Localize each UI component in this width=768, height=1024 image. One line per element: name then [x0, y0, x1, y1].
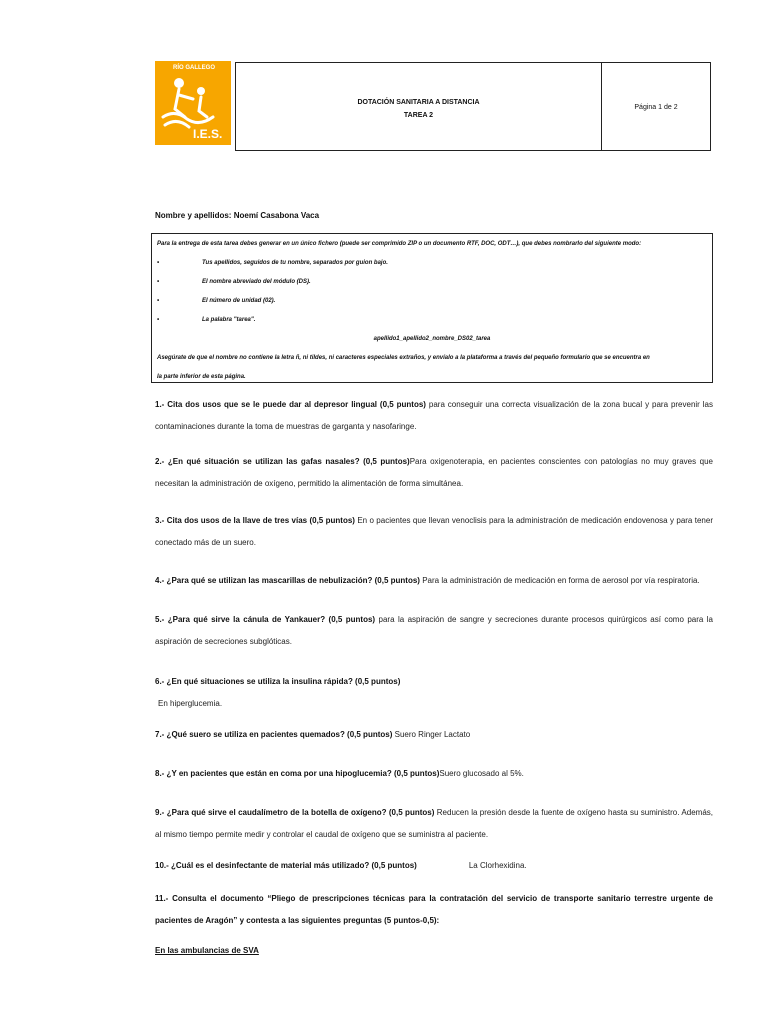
question-3: [155, 510, 713, 554]
header-table: [235, 62, 711, 151]
answer-text: La Clorhexidina.: [468, 861, 527, 870]
question-text: 10.- ¿Cuál es el desinfectante de material más utilizado? (0,5 puntos): [155, 861, 417, 870]
answer-text: Reducen la presión desde la fuente de oxígeno hasta su suministro. Además, al mismo tiempo permite medir y controlar el caudal de oxígeno que se suministra al paciente.: [155, 808, 713, 839]
bullet-symbol: •: [157, 317, 160, 323]
instruction-bullet: El nombre abreviado del módulo (DS).: [202, 279, 311, 285]
bullet-symbol: •: [157, 279, 160, 285]
question-6: [155, 671, 713, 715]
student-name-label: Nombre y apellidos:: [155, 211, 232, 220]
instructions-intro: Para la entrega de esta tarea debes generar en un único fichero (puede ser comprimido ZIP o un documento RTF, DOC, ODT…), que debes nombrarlo del siguiente modo:: [157, 241, 642, 247]
question-text: 5.- ¿Para qué sirve la cánula de Yankauer? (0,5 puntos): [155, 615, 376, 624]
question-text: 9.- ¿Para qué sirve el caudalímetro de la botella de oxígeno? (0,5 puntos): [155, 808, 435, 817]
question-8: [155, 763, 713, 785]
question-5: [155, 609, 713, 653]
question-text: 6.- ¿En qué situaciones se utiliza la insulina rápida? (0,5 puntos): [155, 677, 401, 686]
answer-text: para la aspiración de sangre y secreciones durante procesos quirúrgicos así como para la aspiración de secreciones subglóticas.: [155, 615, 713, 646]
instruction-bullet: La palabra "tarea".: [202, 317, 256, 323]
answer-text: Para oxigenoterapia, en pacientes conscientes con patologías no muy graves que necesitan la administración de oxígeno, permitido la alimentación de forma simultánea.: [155, 457, 713, 488]
question-text: 2.- ¿En qué situación se utilizan las gafas nasales? (0,5 puntos): [155, 457, 410, 466]
answer-text: Para la administración de medicación en forma de aerosol por vía respiratoria.: [419, 576, 700, 585]
instructions-note-end: la parte inferior de esta página.: [157, 374, 246, 380]
question-1: [155, 394, 713, 438]
bullet-symbol: •: [157, 298, 160, 304]
student-name-line: [155, 211, 319, 220]
question-10: [155, 855, 713, 877]
question-text: 4.- ¿Para qué se utilizan las mascarillas de nebulización? (0,5 puntos): [155, 576, 420, 585]
instruction-bullet: El número de unidad (02).: [202, 298, 276, 304]
question-9: [155, 802, 713, 846]
answer-text: En o pacientes que llevan venoclisis para la administración de medicación endovenosa y para tener conectado más de un suero.: [155, 516, 713, 547]
question-11: [155, 888, 713, 932]
answer-text: para conseguir una correcta visualización de la zona bucal y para prevenir las contaminaciones durante la toma de muestras de garganta y nasofaringe.: [155, 400, 713, 431]
answer-text: Suero glucosado al 5%.: [439, 769, 524, 778]
question-text: 3.- Cita dos usos de la llave de tres vías (0,5 puntos): [155, 516, 355, 525]
logo-bottom-text: I.E.S.: [193, 127, 223, 141]
section-heading: En las ambulancias de SVA: [155, 946, 259, 955]
answer-text: Suero Ringer Lactato: [392, 730, 471, 739]
filename-example: apellido1_apellido2_nombre_DS02_tarea: [373, 336, 491, 342]
question-text: 11.- Consulta el documento “Pliego de prescripciones técnicas para la contratación del servicio de transporte sanitario terrestre urgente de pacientes de Aragón” y contesta a las siguientes preguntas (5 puntos-0,5):: [155, 894, 713, 925]
student-name: Noemí Casabona Vaca: [233, 211, 320, 220]
bullet-symbol: •: [157, 260, 160, 266]
school-logo: [155, 61, 231, 145]
logo-top-text: RÍO GALLEGO: [173, 65, 215, 71]
instructions-box: [151, 233, 713, 383]
question-2: [155, 451, 713, 495]
question-4: [155, 570, 713, 592]
question-text: 8.- ¿Y en pacientes que están en coma por una hipoglucemia? (0,5 puntos): [155, 769, 440, 778]
question-text: 1.- Cita dos usos que se le puede dar al depresor lingual (0,5 puntos): [155, 400, 426, 409]
instructions-note: Asegúrate de que el nombre no contiene la letra ñ, ni tildes, ni caracteres especiales extraños, y envíalo a la plataforma a través del pequeño formulario que se encuentra en: [157, 355, 650, 361]
answer-text: En hiperglucemia.: [158, 699, 223, 708]
task-title: TAREA 2: [403, 112, 434, 119]
instruction-bullet: Tus apellidos, seguidos de tu nombre, separados por guion bajo.: [202, 260, 388, 266]
question-text: 7.- ¿Qué suero se utiliza en pacientes quemados? (0,5 puntos): [155, 730, 393, 739]
document-title: DOTACIÓN SANITARIA A DISTANCIA: [357, 99, 480, 106]
question-7: [155, 724, 713, 746]
page-number: Página 1 de 2: [634, 104, 678, 111]
